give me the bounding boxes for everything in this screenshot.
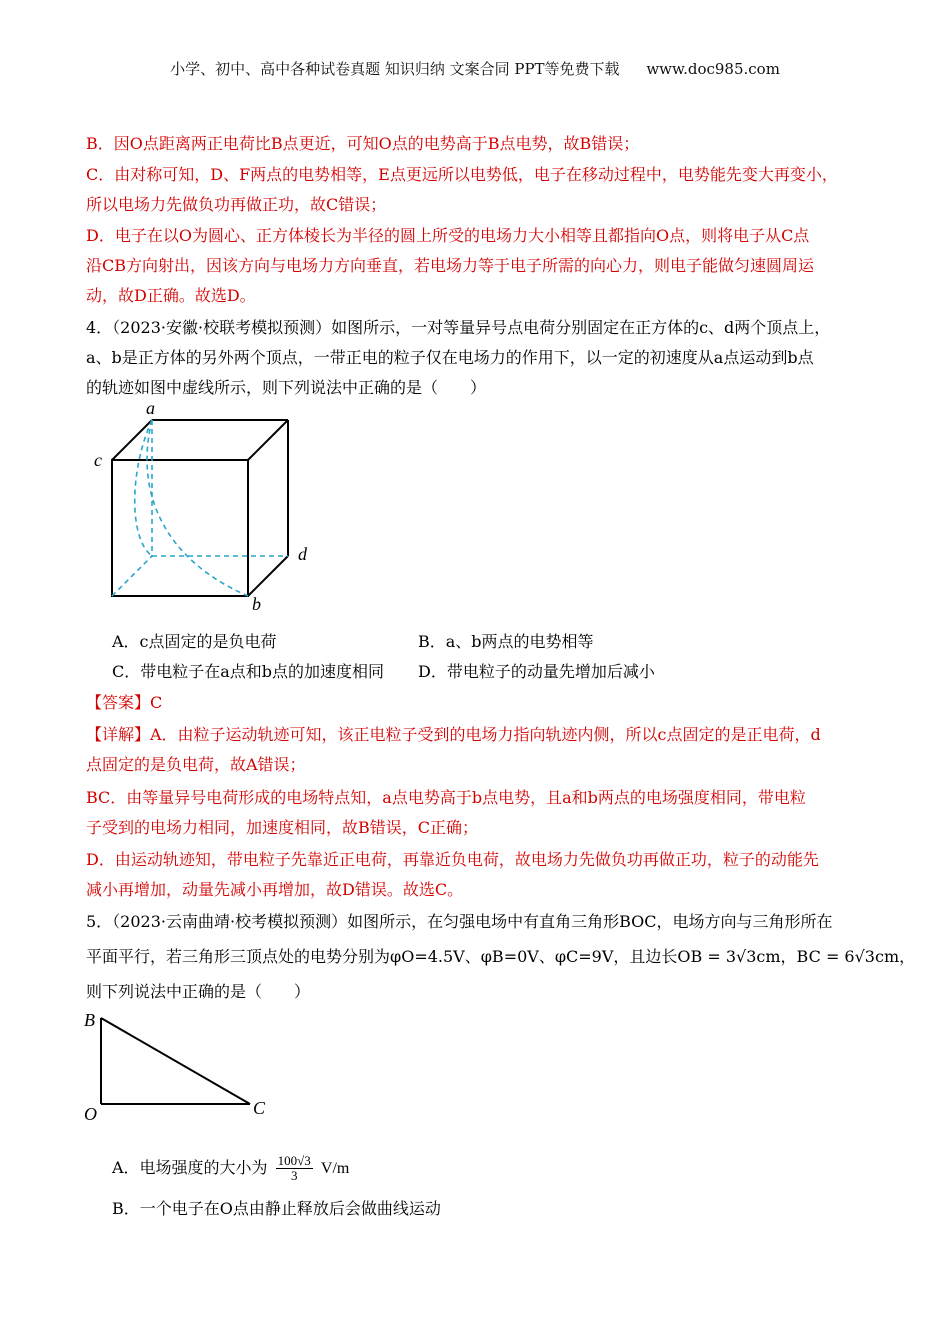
vertex-label-d: d <box>298 544 307 564</box>
q4-detail-line-6: 减小再增加，动量先减小再增加，故D错误。故选C。 <box>86 880 464 899</box>
q5-stem-line-1: 5．（2023·云南曲靖·校考模拟预测）如图所示，在匀强电场中有直角三角形BOC，电场方向与三角形所在 <box>86 912 833 931</box>
page-header <box>0 58 950 79</box>
vertex-label-C: C <box>253 1098 266 1118</box>
q4-option-d[interactable]: D．带电粒子的动量先增加后减小 <box>418 662 655 681</box>
cube-edge-bottom-right <box>248 556 288 596</box>
header-site[interactable]: www.doc985.com <box>646 60 780 78</box>
side-bc <box>101 1018 250 1104</box>
q5-option-a-prefix: A．电场强度的大小为 <box>112 1158 268 1177</box>
q4-option-c[interactable]: C．带电粒子在a点和b点的加速度相同 <box>112 662 385 681</box>
cube-figure <box>80 398 340 616</box>
cube-edge-top-left <box>112 420 152 460</box>
vertex-label-O: O <box>84 1104 97 1124</box>
answer-b-line: B．因O点距离两正电荷比B点更近，可知O点的电势高于B点电势，故B错误； <box>86 134 640 153</box>
q5-stem-line-3: 则下列说法中正确的是（ ） <box>86 982 311 1001</box>
cube-hidden-edge-diagonal <box>112 556 152 596</box>
q5-option-a[interactable] <box>112 1154 349 1183</box>
cube-edge-top-right <box>248 420 288 460</box>
fraction <box>276 1154 313 1183</box>
vertex-label-b: b <box>252 594 261 614</box>
vertex-label-c: c <box>94 450 102 470</box>
q4-detail-line-1: 【详解】A．由粒子运动轨迹可知，该正电粒子受到的电场力指向轨迹内侧，所以c点固定的是正电荷，d <box>86 725 821 744</box>
q5-option-b[interactable]: B．一个电子在O点由静止释放后会做曲线运动 <box>112 1199 441 1218</box>
answer-c-line-1: C．由对称可知，D、F两点的电势相等，E点更远所以电势低，电子在移动过程中，电势能先变大再变小， <box>86 165 838 184</box>
answer-d-line-3: 动，故D正确。故选D。 <box>86 286 256 305</box>
fraction-denominator: 3 <box>290 1168 298 1183</box>
triangle-figure <box>80 1004 280 1124</box>
q4-detail-line-2: 点固定的是负电荷，故A错误； <box>86 755 306 774</box>
trajectory-curve <box>147 420 248 596</box>
q4-stem-line-2: a、b是正方体的另外两个顶点，一带正电的粒子仅在电场力的作用下，以一定的初速度从a点运动到b点 <box>86 348 814 367</box>
answer-d-line-2: 沿CB方向射出，因该方向与电场力方向垂直，若电场力等于电子所需的向心力，则电子能做匀速圆周运 <box>86 256 815 275</box>
unit-label: V/m <box>320 1160 350 1177</box>
answer-d-line-1: D．电子在以O为圆心、正方体棱长为半径的圆上所受的电场力大小相等且都指向O点，则将电子从C点 <box>86 226 810 245</box>
trajectory-curve-left <box>135 420 152 556</box>
q4-stem-line-3: 的轨迹如图中虚线所示，则下列说法中正确的是（ ） <box>86 378 487 397</box>
answer-c-line-2: 所以电场力先做负功再做正功，故C错误； <box>86 195 387 214</box>
q4-detail-line-5: D．由运动轨迹知，带电粒子先靠近正电荷，再靠近负电荷，故电场力先做负功再做正功，粒子的动能先 <box>86 850 819 869</box>
q4-answer: 【答案】C <box>86 693 163 712</box>
q5-stem-line-2: 平面平行，若三角形三顶点处的电势分别为φO=4.5V、φB=0V、φC=9V，且边长OB = 3√3cm，BC = 6√3cm， <box>86 947 916 966</box>
q4-stem-line-1: 4．（2023·安徽·校联考模拟预测）如图所示，一对等量异号点电荷分别固定在正方体的c、d两个顶点上， <box>86 318 831 337</box>
q4-detail-line-3: BC．由等量异号电荷形成的电场特点知，a点电势高于b点电势，且a和b两点的电场强度相同，带电粒 <box>86 788 806 807</box>
q4-option-b[interactable]: B．a、b两点的电势相等 <box>418 632 594 651</box>
q4-option-a[interactable]: A．c点固定的是负电荷 <box>112 632 277 651</box>
vertex-label-a: a <box>146 398 155 418</box>
fraction-numerator: 100√3 <box>277 1153 311 1168</box>
q4-detail-line-4: 子受到的电场力相同，加速度相同，故B错误，C正确； <box>86 818 479 837</box>
vertex-label-B: B <box>84 1010 95 1030</box>
header-text: 小学、初中、高中各种试卷真题 知识归纳 文案合同 PPT等免费下载 <box>170 60 620 78</box>
